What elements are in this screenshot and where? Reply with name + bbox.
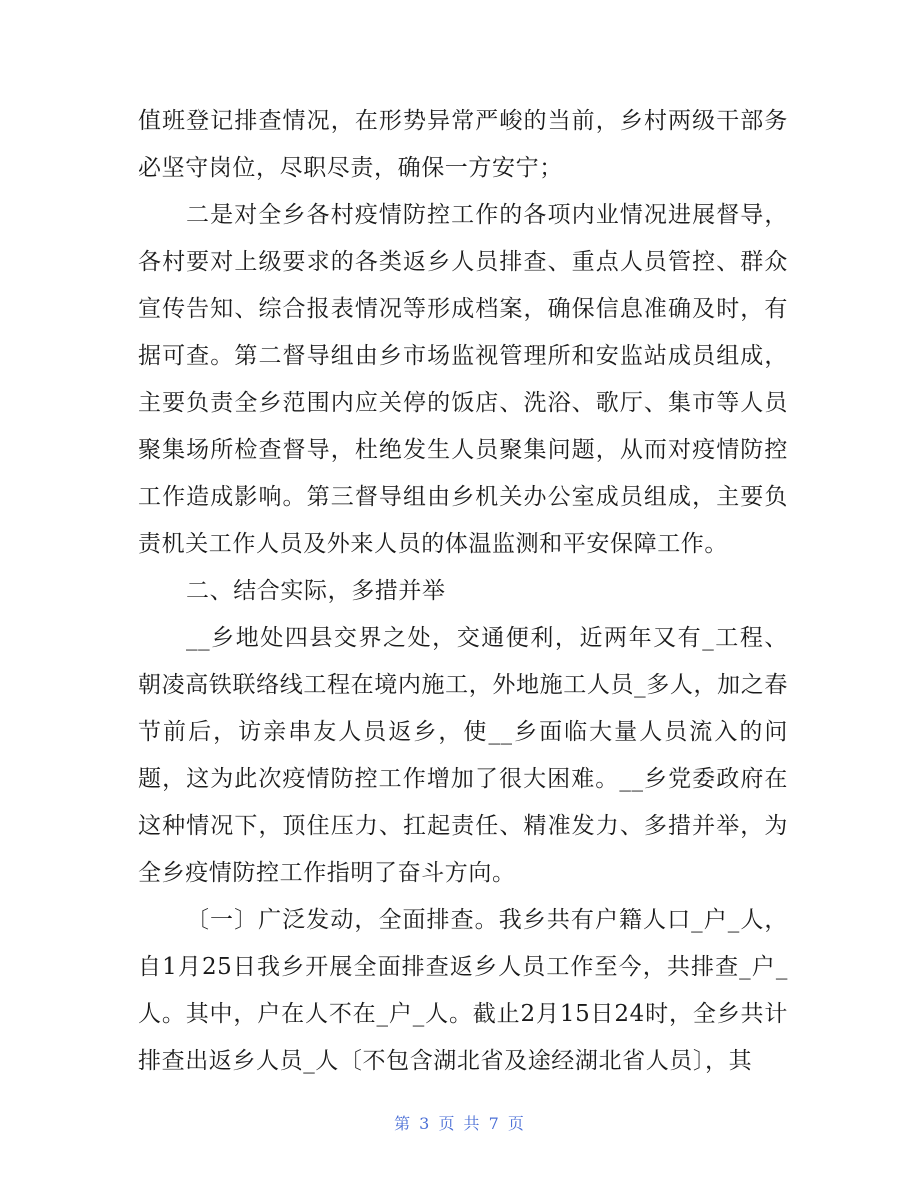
paragraph-1: 值班登记排查情况，在形势异常严峻的当前，乡村两级干部务必坚守岗位，尽职尽责，确保一方安宁；: [138, 108, 788, 181]
page-number-footer: 第 3 页 共 7 页: [394, 1114, 526, 1133]
document-body: [138, 98, 788, 1085]
paragraph-4: 〔一〕广泛发动，全面排查。我乡共有户籍人口_户_人，自1月25日我乡开展全面排查返乡人员工作至今，共排查_户_人。其中，户在人不在_户_人。截止2月15日24时，全乡共计排查出返乡人员_人〔不包含湖北省及途经湖北省人员〕，其: [138, 907, 788, 1074]
paragraph-2: 二是对全乡各村疫情防控工作的各项内业情况进展督导，各村要对上级要求的各类返乡人员排查、重点人员管控、群众宣传告知、综合报表情况等形成档案，确保信息准确及时，有据可查。第二督导组由乡市场监视管理所和安监站成员组成，主要负责全乡范围内应关停的饭店、洗浴、歌厅、集市等人员聚集场所检查督导，杜绝发生人员聚集问题，从而对疫情防控工作造成影响。第三督导组由乡机关办公室成员组成，主要负责机关工作人员及外来人员的体温监测和平安保障工作。: [138, 202, 788, 557]
paragraph-3: __乡地处四县交界之处，交通便利，近两年又有_工程、朝凌高铁联络线工程在境内施工，外地施工人员_多人，加之春节前后，访亲串友人员返乡，使__乡面临大量人员流入的问题，这为此次疫情防控工作增加了很大困难。__乡党委政府在这种情况下，顶住压力、扛起责任、精准发力、多措并举，为全乡疫情防控工作指明了奋斗方向。: [138, 625, 788, 886]
section-heading: 二、结合实际，多措并举: [186, 578, 446, 604]
